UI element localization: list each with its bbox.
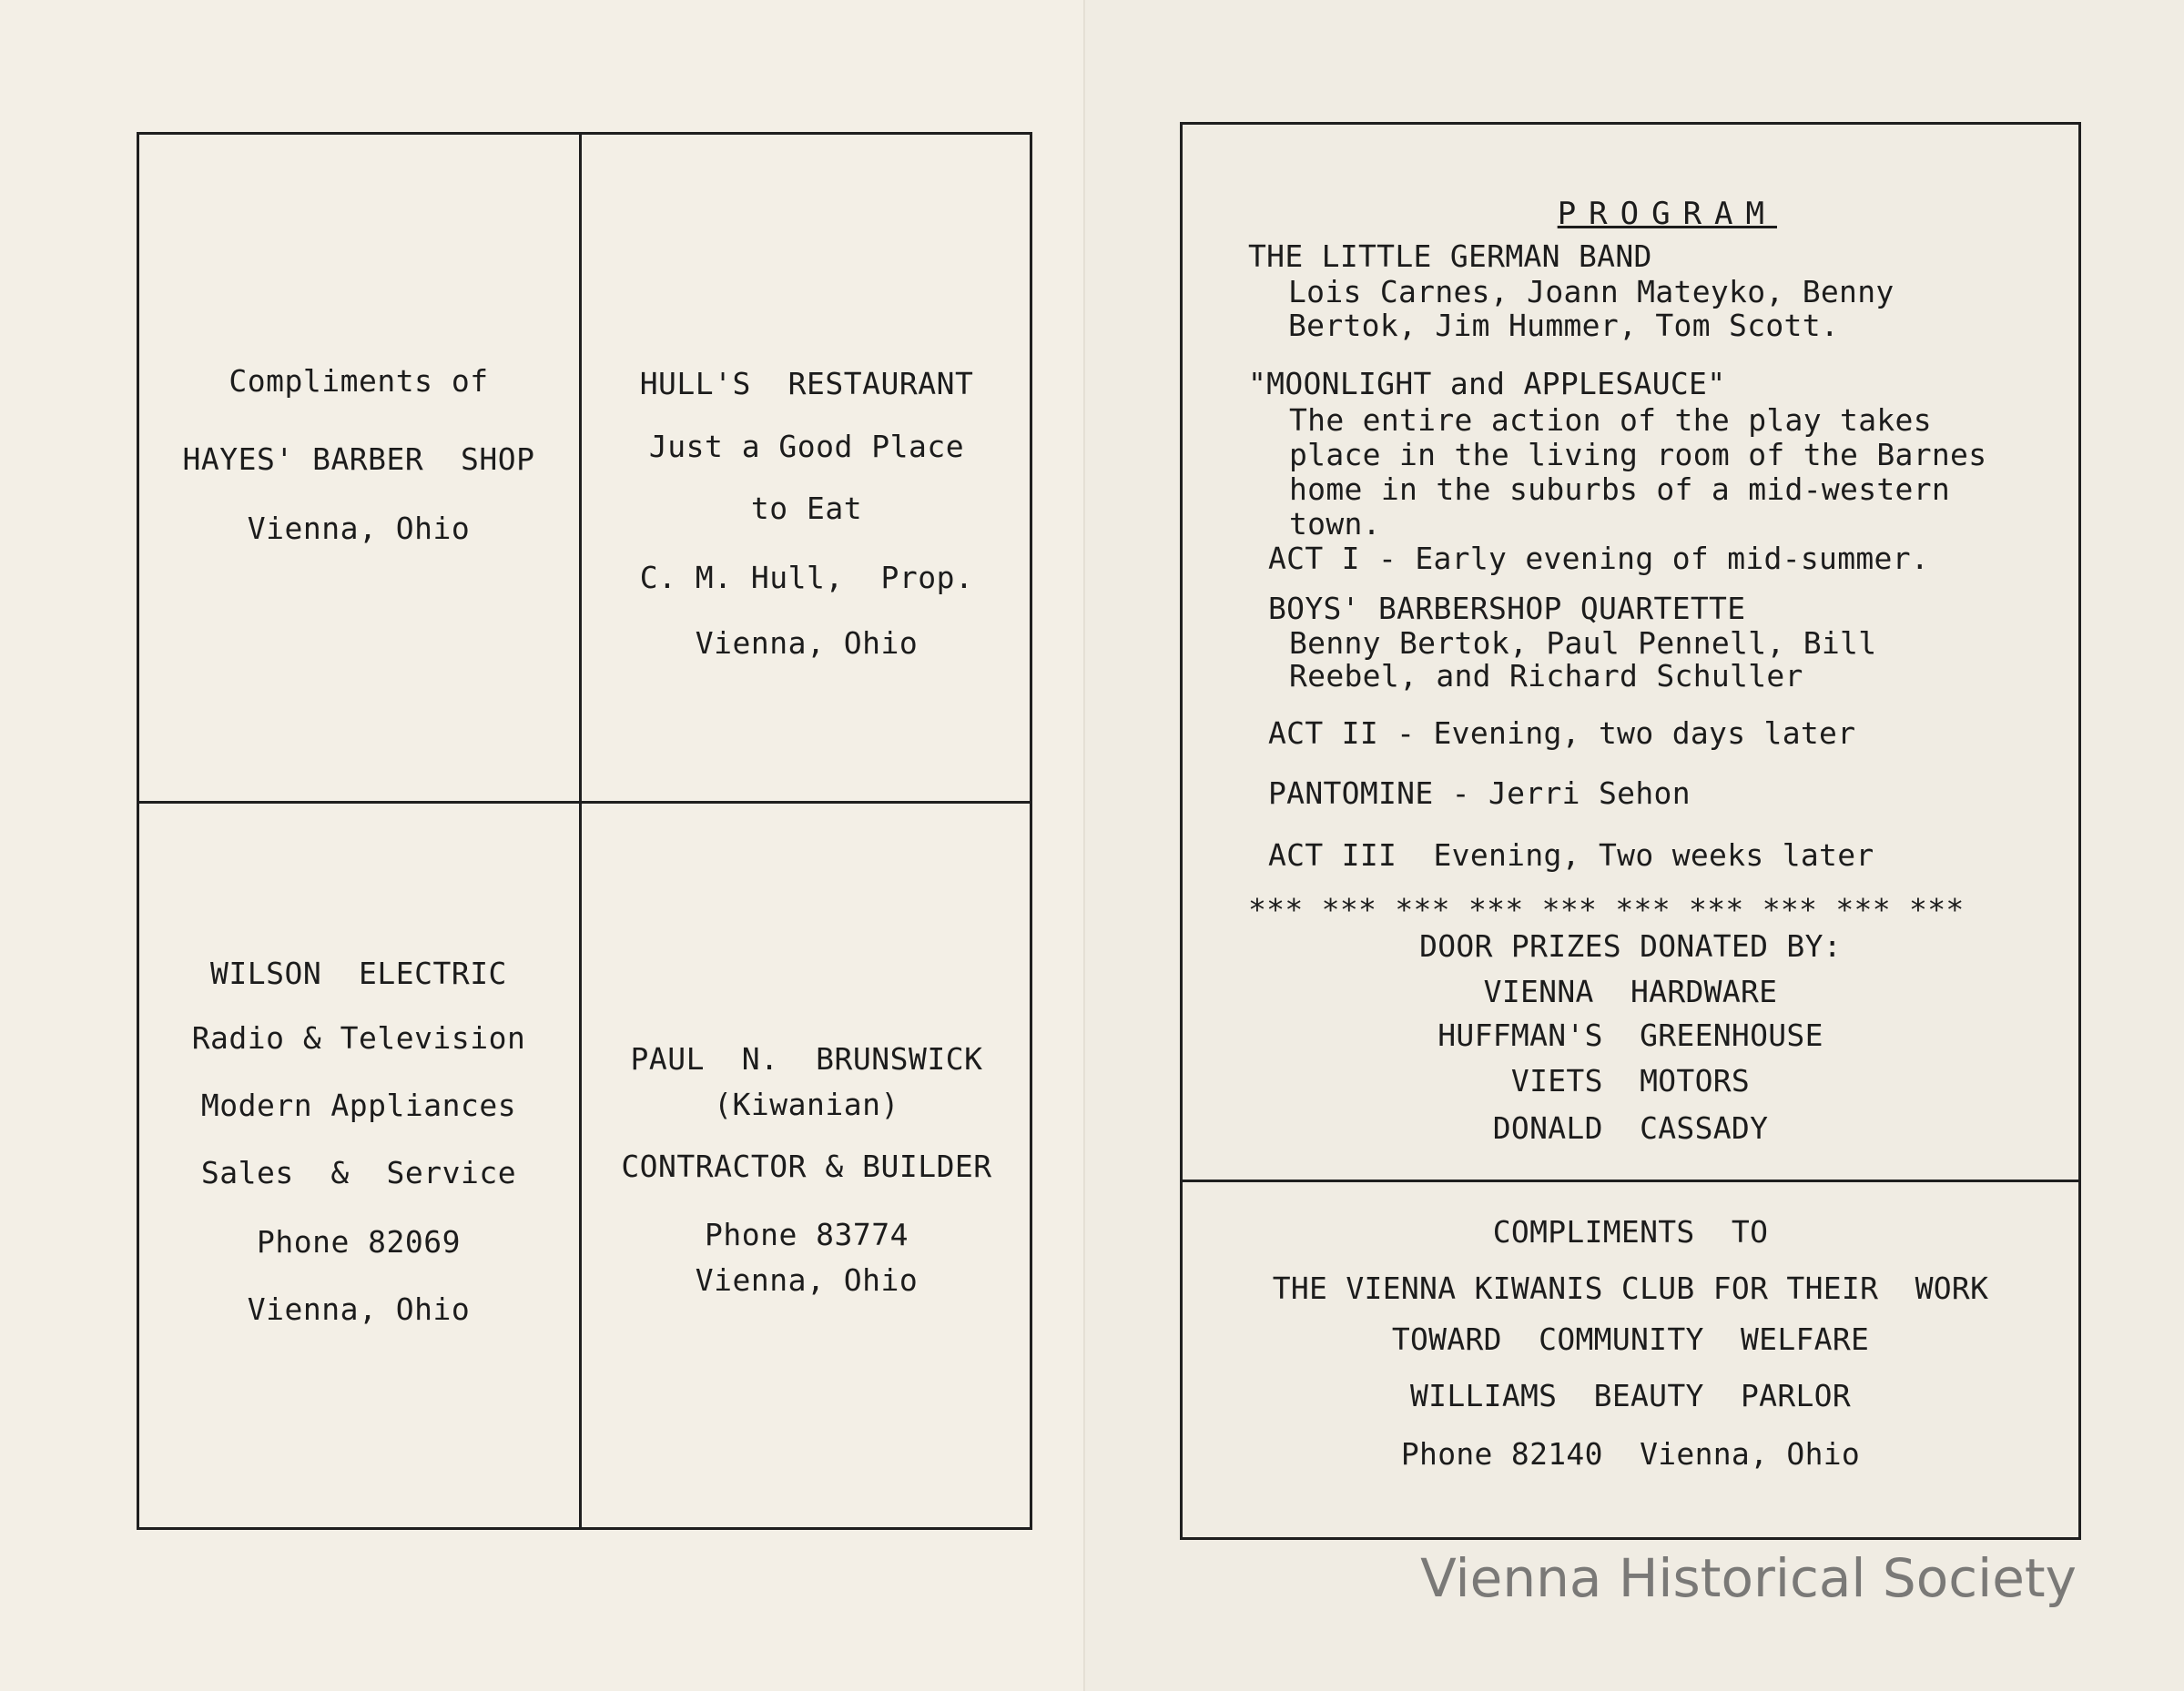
program-pantomime: PANTOMINE - Jerri Sehon — [1268, 775, 1691, 811]
ad-brunswick-line: Vienna, Ohio — [695, 1262, 919, 1298]
ad-wilson-line: WILSON ELECTRIC — [210, 956, 507, 991]
program-act-1: ACT I - Early evening of mid-summer. — [1268, 541, 1930, 576]
ad-hull-line: Vienna, Ohio — [695, 625, 919, 661]
footer-community: TOWARD COMMUNITY WELFARE — [1391, 1321, 1870, 1357]
ads-grid-vertical-divider — [579, 132, 582, 1530]
ad-brunswick-line: CONTRACTOR & BUILDER — [621, 1149, 992, 1184]
footer-kiwanis: THE VIENNA KIWANIS CLUB FOR THEIR WORK — [1272, 1271, 1989, 1306]
footer-phone: Phone 82140 Vienna, Ohio — [1400, 1436, 1861, 1472]
ad-wilson-line: Sales & Service — [200, 1155, 517, 1190]
ad-hull-line: HULL'S RESTAURANT — [639, 366, 974, 401]
program-play-line: town. — [1289, 506, 1381, 542]
ad-wilson-line: Radio & Television — [191, 1020, 526, 1056]
program-quartet-line: Reebel, and Richard Schuller — [1289, 658, 1803, 694]
ad-hayes-line: HAYES' BARBER SHOP — [182, 441, 535, 477]
door-prize-donor: DONALD CASSADY — [1492, 1110, 1769, 1146]
program-play-title: "MOONLIGHT and APPLESAUCE" — [1248, 366, 1726, 401]
program-footer-divider — [1180, 1180, 2081, 1182]
program-title-text: PROGRAM — [1557, 196, 1777, 232]
program-band-title: THE LITTLE GERMAN BAND — [1248, 238, 1652, 274]
ad-brunswick-line: Phone 83774 — [704, 1217, 909, 1252]
ad-paul-brunswick — [584, 0, 1029, 1529]
door-prize-donor: HUFFMAN'S GREENHOUSE — [1437, 1018, 1823, 1053]
ad-hayes-line: Compliments of — [229, 363, 489, 399]
ad-brunswick-line: (Kiwanian) — [714, 1087, 899, 1122]
footer-williams-beauty: WILLIAMS BEAUTY PARLOR — [1409, 1378, 1852, 1413]
footer-compliments: COMPLIMENTS TO — [1492, 1214, 1769, 1250]
ad-hayes-line: Vienna, Ohio — [247, 511, 471, 546]
program-quartet-line: Benny Bertok, Paul Pennell, Bill — [1289, 625, 1877, 661]
door-prize-donor: VIENNA HARDWARE — [1483, 974, 1778, 1009]
ad-hull-line: to Eat — [750, 491, 863, 526]
door-prize-donor: VIETS MOTORS — [1510, 1063, 1751, 1099]
ad-brunswick-line: PAUL N. BRUNSWICK — [630, 1041, 983, 1077]
right-page — [1085, 0, 2184, 1691]
watermark: Vienna Historical Society — [1420, 1547, 2077, 1609]
ad-wilson-line: Phone 82069 — [256, 1224, 462, 1260]
left-page — [0, 0, 1085, 1691]
program-play-line: home in the suburbs of a mid-western — [1289, 471, 1951, 507]
ad-hull-line: Just a Good Place — [648, 429, 965, 464]
ad-wilson-line: Vienna, Ohio — [247, 1291, 471, 1327]
ad-hull-line: C. M. Hull, Prop. — [639, 560, 974, 595]
program-band-line: Lois Carnes, Joann Mateyko, Benny — [1288, 274, 1894, 309]
program-stars-separator: *** *** *** *** *** *** *** *** *** *** — [1248, 892, 1965, 927]
program-quartet-title: BOYS' BARBERSHOP QUARTETTE — [1268, 591, 1746, 626]
program-play-line: place in the living room of the Barnes — [1289, 437, 1987, 472]
door-prizes-heading: DOOR PRIZES DONATED BY: — [1419, 928, 1842, 964]
program-play-line: The entire action of the play takes — [1289, 402, 1932, 438]
program-act-2: ACT II - Evening, two days later — [1268, 715, 1856, 751]
ad-wilson-line: Modern Appliances — [200, 1088, 517, 1123]
program-band-line: Bertok, Jim Hummer, Tom Scott. — [1288, 308, 1840, 343]
program-act-3: ACT III Evening, Two weeks later — [1268, 837, 1874, 873]
ad-wilson-electric — [141, 0, 576, 1529]
